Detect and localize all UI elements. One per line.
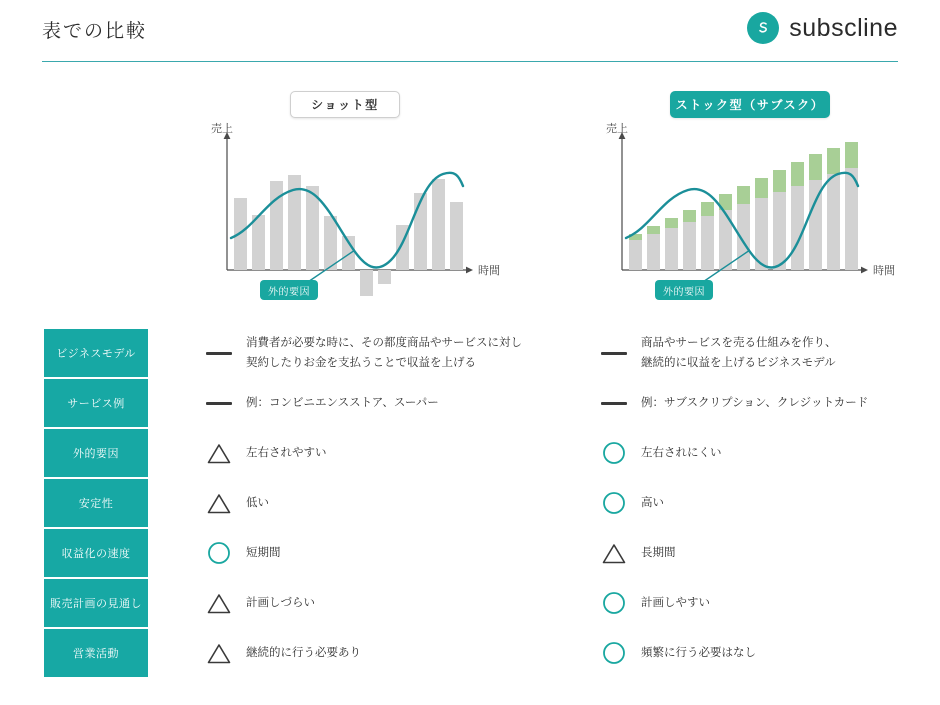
cell-stock-sales-activity bbox=[600, 629, 930, 677]
row-stability bbox=[0, 479, 940, 527]
triangle-icon bbox=[205, 643, 233, 664]
cell-shot-stability bbox=[205, 479, 585, 527]
triangle-icon bbox=[205, 493, 233, 514]
rail-item-stability: 安定性 bbox=[44, 479, 148, 527]
row-business-model bbox=[0, 329, 940, 377]
brand-name: subscline bbox=[789, 13, 898, 42]
cell-stock-monetization-speed bbox=[600, 529, 930, 577]
cell-stock-service-example-text: 例：サブスクリプション、クレジットカード bbox=[641, 396, 869, 409]
graph-right-x-label: 時間 bbox=[873, 265, 895, 277]
subscline-logo-icon bbox=[747, 12, 779, 44]
cell-shot-monetization-speed bbox=[205, 529, 585, 577]
circle-icon bbox=[600, 441, 628, 465]
cell-shot-sales-activity bbox=[205, 629, 585, 677]
column-badge-stock: ストック型（サブスク） bbox=[670, 91, 830, 118]
slide-header bbox=[0, 0, 940, 62]
cell-shot-sales-forecast-text: 計画しづらい bbox=[246, 596, 315, 609]
graph-left-external-factor-tag: 外的要因 bbox=[260, 280, 318, 300]
page-title: 表での比較 bbox=[42, 21, 148, 42]
circle-icon bbox=[600, 591, 628, 615]
rail-item-monetization-speed: 収益化の速度 bbox=[44, 529, 148, 577]
cell-shot-stability-text: 低い bbox=[246, 496, 269, 509]
cell-stock-stability bbox=[600, 479, 930, 527]
cell-stock-external-factor bbox=[600, 429, 930, 477]
triangle-icon bbox=[600, 543, 628, 564]
cell-shot-business-model-line1: 消費者が必要な時に、その都度商品やサービスに対し bbox=[246, 336, 522, 349]
triangle-icon bbox=[205, 443, 233, 464]
cell-stock-business-model-line1: 商品やサービスを売る仕組みを作り、 bbox=[641, 336, 837, 349]
comparison-rows bbox=[0, 329, 940, 679]
cell-stock-sales-forecast bbox=[600, 579, 930, 627]
dash-icon bbox=[205, 352, 233, 355]
dash-icon bbox=[205, 402, 233, 405]
cell-stock-sales-forecast-text: 計画しやすい bbox=[641, 596, 710, 609]
cell-shot-external-factor bbox=[205, 429, 585, 477]
rail-item-sales-forecast: 販売計画の見通し bbox=[44, 579, 148, 627]
rail-item-business-model: ビジネスモデル bbox=[44, 329, 148, 377]
cell-shot-business-model bbox=[205, 329, 585, 377]
graph-left-x-label: 時間 bbox=[478, 265, 500, 277]
cell-shot-service-example bbox=[205, 379, 585, 427]
dash-icon bbox=[600, 352, 628, 355]
header-divider bbox=[42, 61, 898, 62]
cell-stock-business-model bbox=[600, 329, 930, 377]
cell-shot-monetization-speed-text: 短期間 bbox=[246, 546, 281, 559]
dash-icon bbox=[600, 402, 628, 405]
row-sales-forecast bbox=[0, 579, 940, 627]
triangle-icon bbox=[205, 593, 233, 614]
row-monetization-speed bbox=[0, 529, 940, 577]
cell-stock-stability-text: 高い bbox=[641, 496, 664, 509]
cell-shot-sales-activity-text: 継続的に行う必要あり bbox=[246, 646, 361, 659]
graph-left-y-label: 売上 bbox=[211, 123, 233, 135]
cell-stock-external-factor-text: 左右されにくい bbox=[641, 446, 722, 459]
cell-shot-service-example-text: 例：コンビニエンスストア、スーパー bbox=[246, 396, 439, 409]
graph-left-plot bbox=[205, 120, 515, 310]
graph-stock-type bbox=[600, 120, 910, 310]
cell-shot-business-model-line2: 契約したりお金を支払うことで収益を上げる bbox=[246, 357, 476, 369]
row-service-example bbox=[0, 379, 940, 427]
rail-item-sales-activity: 営業活動 bbox=[44, 629, 148, 677]
row-sales-activity bbox=[0, 629, 940, 677]
cell-shot-external-factor-text: 左右されやすい bbox=[246, 446, 327, 459]
circle-icon bbox=[600, 641, 628, 665]
cell-shot-sales-forecast bbox=[205, 579, 585, 627]
cell-stock-service-example bbox=[600, 379, 930, 427]
circle-icon bbox=[205, 541, 233, 565]
cell-stock-sales-activity-text: 頻繁に行う必要はなし bbox=[641, 646, 756, 659]
rail-item-service-example: サービス例 bbox=[44, 379, 148, 427]
cell-stock-business-model-line2: 継続的に収益を上げるビジネスモデル bbox=[641, 357, 836, 369]
graph-right-plot bbox=[600, 120, 910, 310]
graph-right-external-factor-tag: 外的要因 bbox=[655, 280, 713, 300]
brand-logo bbox=[747, 12, 898, 44]
graph-shot-type bbox=[205, 120, 515, 310]
rail-item-external-factor: 外的要因 bbox=[44, 429, 148, 477]
circle-icon bbox=[600, 491, 628, 515]
column-badge-shot: ショット型 bbox=[290, 91, 400, 118]
cell-stock-monetization-speed-text: 長期間 bbox=[641, 546, 676, 559]
row-external-factor bbox=[0, 429, 940, 477]
graph-right-y-label: 売上 bbox=[606, 123, 628, 135]
